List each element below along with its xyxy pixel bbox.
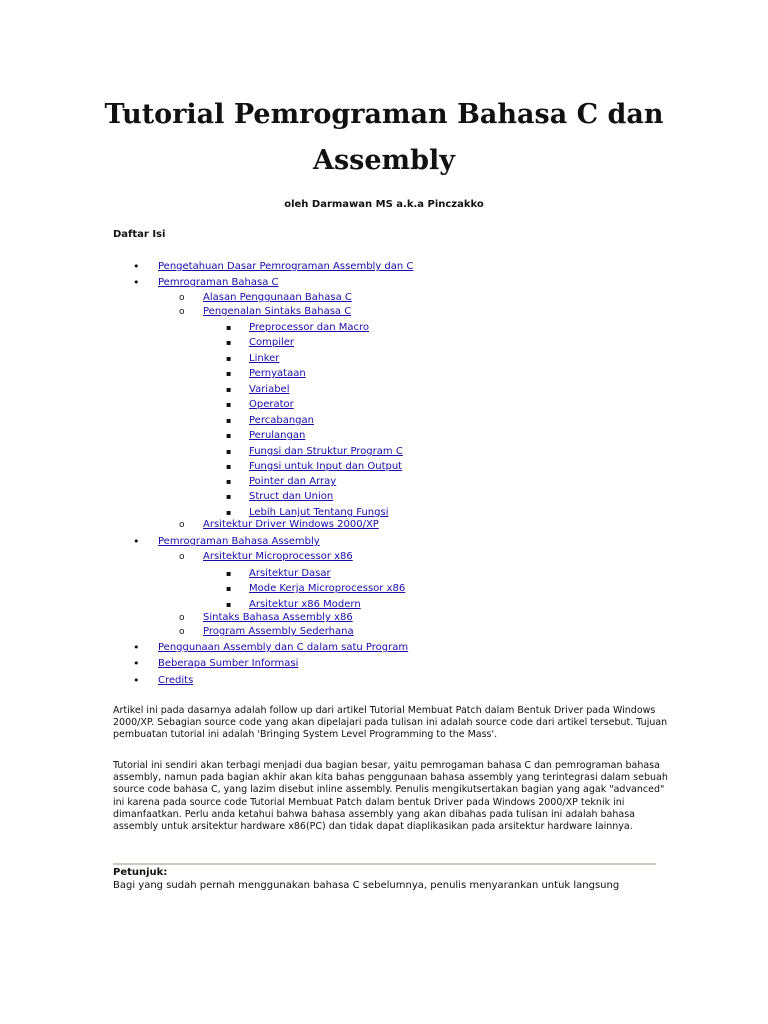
toc-link[interactable]: Pointer dan Array	[249, 476, 337, 487]
toc-link[interactable]: Mode Kerja Microprocessor x86	[249, 583, 406, 594]
square-bullet-icon: ▪	[226, 354, 232, 363]
toc-link[interactable]: Preprocessor dan Macro	[249, 322, 369, 333]
toc-link[interactable]: Arsitektur x86 Modern	[249, 599, 361, 610]
section-divider	[113, 863, 656, 865]
toc-link[interactable]: Pemrograman Bahasa Assembly	[158, 536, 320, 547]
square-bullet-icon: ▪	[226, 338, 232, 347]
note-text: Bagi yang sudah pernah menggunakan bahasa C sebelumnya, penulis menyarankan untuk langsung	[113, 880, 620, 891]
toc-link[interactable]: Arsitektur Microprocessor x86	[203, 551, 353, 562]
square-bullet-icon: ▪	[226, 508, 232, 517]
toc-link[interactable]: Variabel	[249, 384, 290, 395]
square-bullet-icon: ▪	[226, 416, 232, 425]
toc-link[interactable]: Pengenalan Sintaks Bahasa C	[203, 306, 352, 317]
circle-bullet-icon: o	[179, 627, 185, 637]
toc-link[interactable]: Operator	[249, 399, 294, 410]
circle-bullet-icon: o	[179, 613, 185, 623]
disc-bullet-icon: •	[133, 657, 140, 670]
toc-link[interactable]: Percabangan	[249, 415, 314, 426]
square-bullet-icon: ▪	[226, 477, 232, 486]
scope-paragraph: Tutorial ini sendiri akan terbagi menjadi dua bagian besar, yaitu pemrogaman bahasa C dan pemrograman bahasa assembly, namun pada bagian akhir akan kita bahas penggunaan bahasa assembly yang terintegrasi dalam sebuah source code bahasa C, yang lazim disebut inline assembly. Penulis mengikutsertakan bagian yang agak "advanced" ini karena pada source code Tutorial Membuat Patch dalam bentuk Driver pada Windows 2000/XP teknik ini dimanfaatkan. Perlu anda ketahui bahwa bahasa assembly yang akan dibahas pada tulisan ini adalah bahasa assembly untuk arsitektur hardware x86(PC) dan tidak dapat diaplikasikan pada arsitektur hardware lainnya.	[113, 760, 668, 833]
toc-link[interactable]: Arsitektur Dasar	[249, 568, 331, 579]
toc-link[interactable]: Alasan Penggunaan Bahasa C	[203, 292, 352, 303]
square-bullet-icon: ▪	[226, 400, 232, 409]
toc-link[interactable]: Pernyataan	[249, 368, 306, 379]
square-bullet-icon: ▪	[226, 492, 232, 501]
circle-bullet-icon: o	[179, 520, 185, 530]
circle-bullet-icon: o	[179, 293, 185, 303]
square-bullet-icon: ▪	[226, 569, 232, 578]
disc-bullet-icon: •	[133, 276, 140, 289]
toc-heading: Daftar Isi	[113, 229, 166, 240]
square-bullet-icon: ▪	[226, 462, 232, 471]
square-bullet-icon: ▪	[226, 323, 232, 332]
toc-link[interactable]: Linker	[249, 353, 280, 364]
disc-bullet-icon: •	[133, 260, 140, 273]
toc-link[interactable]: Compiler	[249, 337, 295, 348]
disc-bullet-icon: •	[133, 535, 140, 548]
toc-link[interactable]: Fungsi untuk Input dan Output	[249, 461, 403, 472]
square-bullet-icon: ▪	[226, 369, 232, 378]
square-bullet-icon: ▪	[226, 385, 232, 394]
toc-link[interactable]: Lebih Lanjut Tentang Fungsi	[249, 507, 389, 518]
circle-bullet-icon: o	[179, 307, 185, 317]
toc-link[interactable]: Fungsi dan Struktur Program C	[249, 446, 403, 457]
intro-paragraph: Artikel ini pada dasarnya adalah follow up dari artikel Tutorial Membuat Patch dalam Bentuk Driver pada Windows 2000/XP. Sebagian source code yang akan dipelajari pada tulisan ini adalah source code dari artikel tersebut. Tujuan pembuatan tutorial ini adalah 'Bringing System Level Programming to the Mass'.	[113, 705, 668, 741]
note-label: Petunjuk:	[113, 867, 168, 878]
square-bullet-icon: ▪	[226, 431, 232, 440]
toc-link[interactable]: Beberapa Sumber Informasi	[158, 658, 299, 669]
disc-bullet-icon: •	[133, 641, 140, 654]
toc-link[interactable]: Struct dan Union	[249, 491, 334, 502]
square-bullet-icon: ▪	[226, 600, 232, 609]
toc-link[interactable]: Sintaks Bahasa Assembly x86	[203, 612, 353, 623]
page-title: Tutorial Pemrograman Bahasa C dan Assembly	[104, 99, 664, 176]
circle-bullet-icon: o	[179, 552, 185, 562]
toc-link[interactable]: Pengetahuan Dasar Pemrograman Assembly dan C	[158, 261, 414, 272]
toc-link[interactable]: Program Assembly Sederhana	[203, 626, 354, 637]
toc-link[interactable]: Credits	[158, 675, 194, 686]
square-bullet-icon: ▪	[226, 447, 232, 456]
toc-link[interactable]: Penggunaan Assembly dan C dalam satu Program	[158, 642, 409, 653]
toc-link[interactable]: Perulangan	[249, 430, 306, 441]
toc-link[interactable]: Arsitektur Driver Windows 2000/XP	[203, 519, 379, 530]
square-bullet-icon: ▪	[226, 584, 232, 593]
disc-bullet-icon: •	[133, 674, 140, 687]
author-byline: oleh Darmawan MS a.k.a Pinczakko	[284, 199, 484, 210]
toc-link[interactable]: Pemrograman Bahasa C	[158, 277, 279, 288]
